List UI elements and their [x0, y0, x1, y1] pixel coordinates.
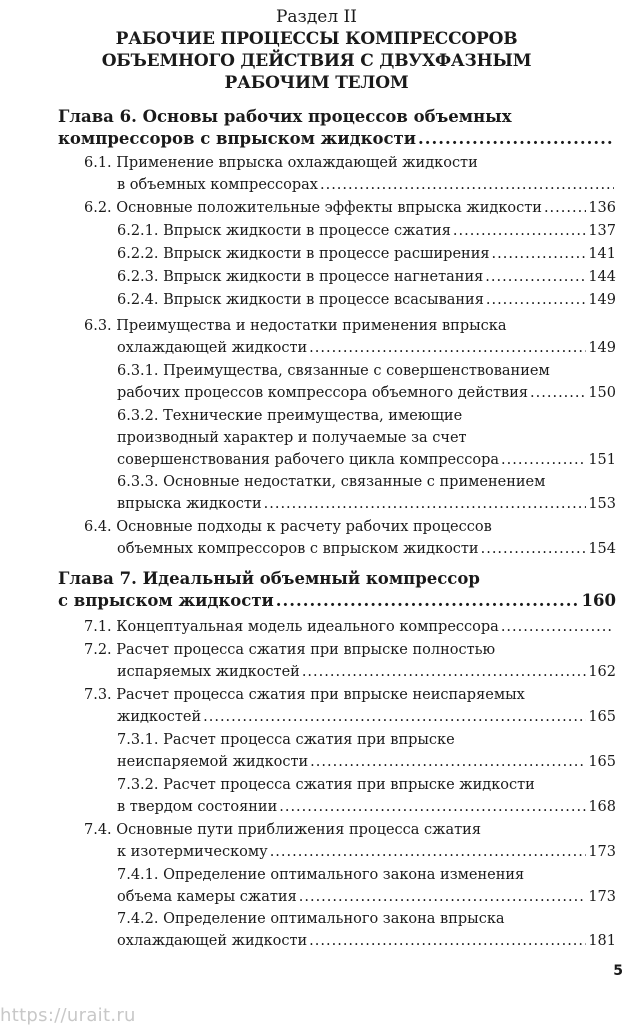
page-number: 162 — [588, 664, 616, 680]
page-number: 149 — [588, 340, 616, 356]
toc-entry-7-4[interactable]: 7.4. Основные пути приближения процесса сжатия к изотермическому ..... 173 — [84, 819, 616, 863]
page-number: 165 — [588, 754, 616, 770]
page-number: 151 — [588, 452, 616, 468]
page-number: 154 — [588, 541, 616, 557]
leader-dots — [320, 174, 614, 196]
leader-dots — [302, 661, 586, 683]
toc-entry-7-4-1[interactable]: 7.4.1. Определение оптимального закона изменения объема камеры сжатия ..... 173 — [117, 864, 616, 908]
toc-entry-7-4-2[interactable]: 7.4.2. Определение оптимального закона впрыска охлаждающей жидкости ..... 181 — [117, 908, 616, 952]
toc-entry-7-3[interactable]: 7.3. Расчет процесса сжатия при впрыске неиспаряемых жидкостей ..... 165 — [84, 684, 616, 728]
leader-dots — [501, 616, 614, 638]
toc-entry-6-4[interactable]: 6.4. Основные подходы к расчету рабочих процессов объемных компрессоров с впрыском жидкости ..... 154 — [84, 516, 616, 560]
toc-entry-6-2-4[interactable]: 6.2.4. Впрыск жидкости в процессе всасывания ..... 149 — [117, 289, 616, 311]
page-number: 160 — [581, 591, 616, 610]
leader-dots — [481, 538, 587, 560]
leader-dots — [203, 706, 586, 728]
leader-dots — [501, 449, 586, 471]
watermark-url: https://urait.ru — [0, 1005, 136, 1026]
page-number: 153 — [588, 496, 616, 512]
page-number: 150 — [588, 385, 616, 401]
toc-entry-6-3-3[interactable]: 6.3.3. Основные недостатки, связанные с применением впрыска жидкости ..... 153 — [117, 471, 616, 515]
page-number: 141 — [588, 246, 616, 262]
leader-dots — [276, 590, 580, 612]
leader-dots — [299, 886, 587, 908]
leader-dots — [544, 197, 586, 219]
toc-entry-6-1[interactable]: 6.1. Применение впрыска охлаждающей жидкости в объемных компрессорах ..... — [84, 152, 616, 196]
leader-dots — [492, 243, 587, 265]
toc-entry-6-3-1[interactable]: 6.3.1. Преимущества, связанные с совершенствованием рабочих процессов компрессора объемного действия ..... 150 — [117, 360, 616, 404]
page-number: 181 — [588, 933, 616, 949]
toc-entry-6-3[interactable]: 6.3. Преимущества и недостатки применения впрыска охлаждающей жидкости ..... 149 — [84, 315, 616, 359]
page-number-footer: 5 — [613, 963, 623, 979]
leader-dots — [310, 751, 586, 773]
leader-dots — [279, 796, 586, 818]
leader-dots — [418, 128, 614, 150]
toc-entry-6-2-2[interactable]: 6.2.2. Впрыск жидкости в процессе расширения ..... 141 — [117, 243, 616, 265]
page-number: 149 — [588, 292, 616, 308]
leader-dots — [270, 841, 587, 863]
page-number: 165 — [588, 709, 616, 725]
leader-dots — [485, 266, 586, 288]
page-number: 136 — [588, 200, 616, 216]
chapter-7-heading[interactable]: Глава 7. Идеальный объемный компрессор с впрыском жидкости ..... 160 — [58, 568, 616, 612]
section-label: Раздел II — [275, 7, 357, 27]
section-header — [0, 6, 633, 94]
page-number: 144 — [588, 269, 616, 285]
toc-entry-6-3-2[interactable]: 6.3.2. Технические преимущества, имеющие производный характер и получаемые за счет совершенствования рабочего цикла компрессора ..... 151 — [117, 405, 616, 471]
toc-entry-6-2-3[interactable]: 6.2.3. Впрыск жидкости в процессе нагнетания ..... 144 — [117, 266, 616, 288]
section-title-line: РАБОЧИМ ТЕЛОМ — [224, 73, 409, 93]
toc-entry-6-2[interactable]: 6.2. Основные положительные эффекты впрыска жидкости ..... 136 — [84, 197, 616, 219]
leader-dots — [530, 382, 586, 404]
page-number: 173 — [588, 844, 616, 860]
leader-dots — [486, 289, 586, 311]
toc-entry-6-2-1[interactable]: 6.2.1. Впрыск жидкости в процессе сжатия ..... 137 — [117, 220, 616, 242]
toc-entry-7-1[interactable]: 7.1. Концептуальная модель идеального компрессора ..... — [84, 616, 616, 638]
leader-dots — [264, 493, 587, 515]
chapter-6-heading[interactable]: Глава 6. Основы рабочих процессов объемных компрессоров с впрыском жидкости ..... — [58, 106, 616, 150]
page-number: 173 — [588, 889, 616, 905]
toc-entry-7-2[interactable]: 7.2. Расчет процесса сжатия при впрыске полностью испаряемых жидкостей ..... 162 — [84, 639, 616, 683]
leader-dots — [309, 337, 586, 359]
toc-entry-7-3-2[interactable]: 7.3.2. Расчет процесса сжатия при впрыске жидкости в твердом состоянии ..... 168 — [117, 774, 616, 818]
page-number: 168 — [588, 799, 616, 815]
leader-dots — [453, 220, 586, 242]
leader-dots — [309, 930, 586, 952]
section-title-line: ОБЪЕМНОГО ДЕЙСТВИЯ С ДВУХФАЗНЫМ — [101, 51, 532, 71]
toc-entry-7-3-1[interactable]: 7.3.1. Расчет процесса сжатия при впрыске неиспаряемой жидкости ..... 165 — [117, 729, 616, 773]
page-number: 137 — [588, 223, 616, 239]
section-title-line: РАБОЧИЕ ПРОЦЕССЫ КОМПРЕССОРОВ — [115, 29, 518, 49]
